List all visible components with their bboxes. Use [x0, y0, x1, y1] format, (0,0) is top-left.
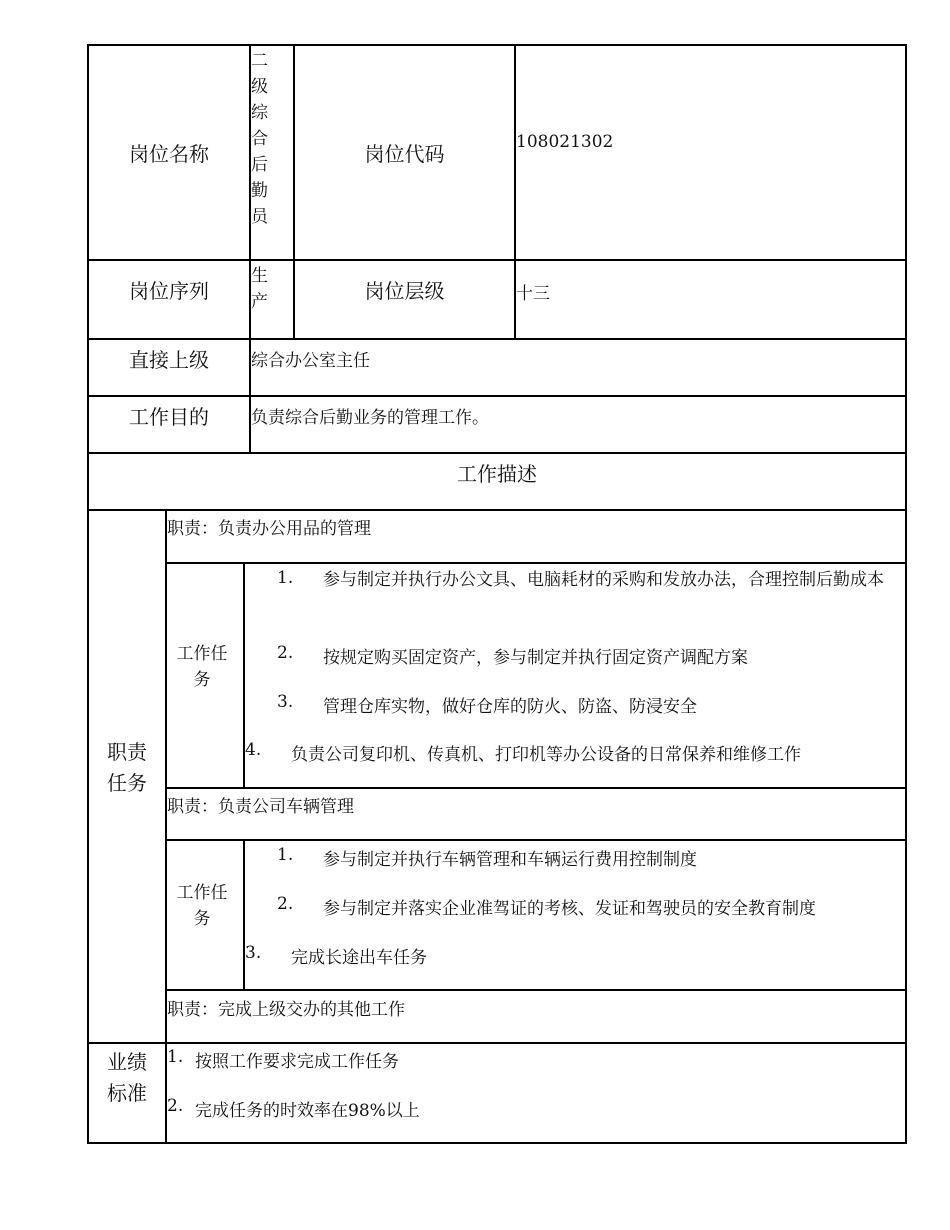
performance-text: 完成任务的时效率在98%以上 [195, 1101, 420, 1121]
duty-title: 职责：负责办公用品的管理 [167, 519, 371, 539]
position-name-label: 岗位名称 [129, 142, 209, 166]
task-text: 管理仓库实物，做好仓库的防火、防盗、防浸安全 [323, 697, 697, 717]
position-level-value: 十三 [516, 284, 550, 304]
table-border-bottom [87, 1142, 907, 1144]
task-number: 1. [277, 568, 294, 588]
position-series-value: 生产 [251, 266, 268, 312]
position-code-value: 108021302 [516, 132, 614, 152]
row-divider [165, 787, 907, 789]
task-text: 参与制定并落实企业准驾证的考核、发证和驾驶员的安全教育制度 [323, 899, 816, 919]
position-name-value: 二级综合后勤员 [251, 51, 268, 227]
position-code-label: 岗位代码 [364, 142, 445, 166]
task-number: 2. [277, 643, 294, 663]
performance-number: 1. [167, 1047, 184, 1067]
duty-title: 职责：完成上级交办的其他工作 [167, 1000, 405, 1020]
row-divider [165, 839, 907, 841]
task-text: 完成长途出车任务 [291, 948, 427, 968]
superior-label: 直接上级 [129, 347, 209, 372]
task-text: 负责公司复印机、传真机、打印机等办公设备的日常保养和维修工作 [291, 745, 801, 765]
duty-title: 职责：负责公司车辆管理 [167, 797, 354, 817]
position-level-label: 岗位层级 [364, 278, 445, 303]
table-border-right [905, 44, 907, 1144]
description-title: 工作描述 [457, 461, 537, 486]
performance-number: 2. [167, 1096, 184, 1116]
task-text: 参与制定并执行办公文具、电脑耗材的采购和发放办法，合理控制后勤成本 [323, 570, 884, 590]
row-divider [87, 1042, 907, 1044]
task-number: 3. [245, 943, 262, 963]
task-text: 参与制定并执行车辆管理和车辆运行费用控制制度 [323, 850, 697, 870]
task-number: 4. [245, 740, 262, 760]
task-text: 按规定购买固定资产，参与制定并执行固定资产调配方案 [323, 648, 748, 668]
duties-label: 职责任务 [107, 740, 147, 795]
purpose-label: 工作目的 [129, 404, 209, 429]
performance-text: 按照工作要求完成工作任务 [195, 1052, 399, 1072]
task-number: 1. [277, 845, 294, 865]
purpose-value: 负责综合后勤业务的管理工作。 [251, 408, 489, 428]
row-divider [87, 509, 907, 511]
superior-value: 综合办公室主任 [251, 351, 370, 371]
task-label: 工作任务 [176, 883, 228, 929]
task-label: 工作任务 [176, 644, 228, 690]
row-divider [165, 989, 907, 991]
task-number: 2. [277, 894, 294, 914]
position-series-label: 岗位序列 [129, 278, 209, 303]
task-number: 3. [277, 692, 294, 712]
row-divider [165, 562, 907, 564]
performance-label: 业绩标准 [107, 1050, 147, 1105]
